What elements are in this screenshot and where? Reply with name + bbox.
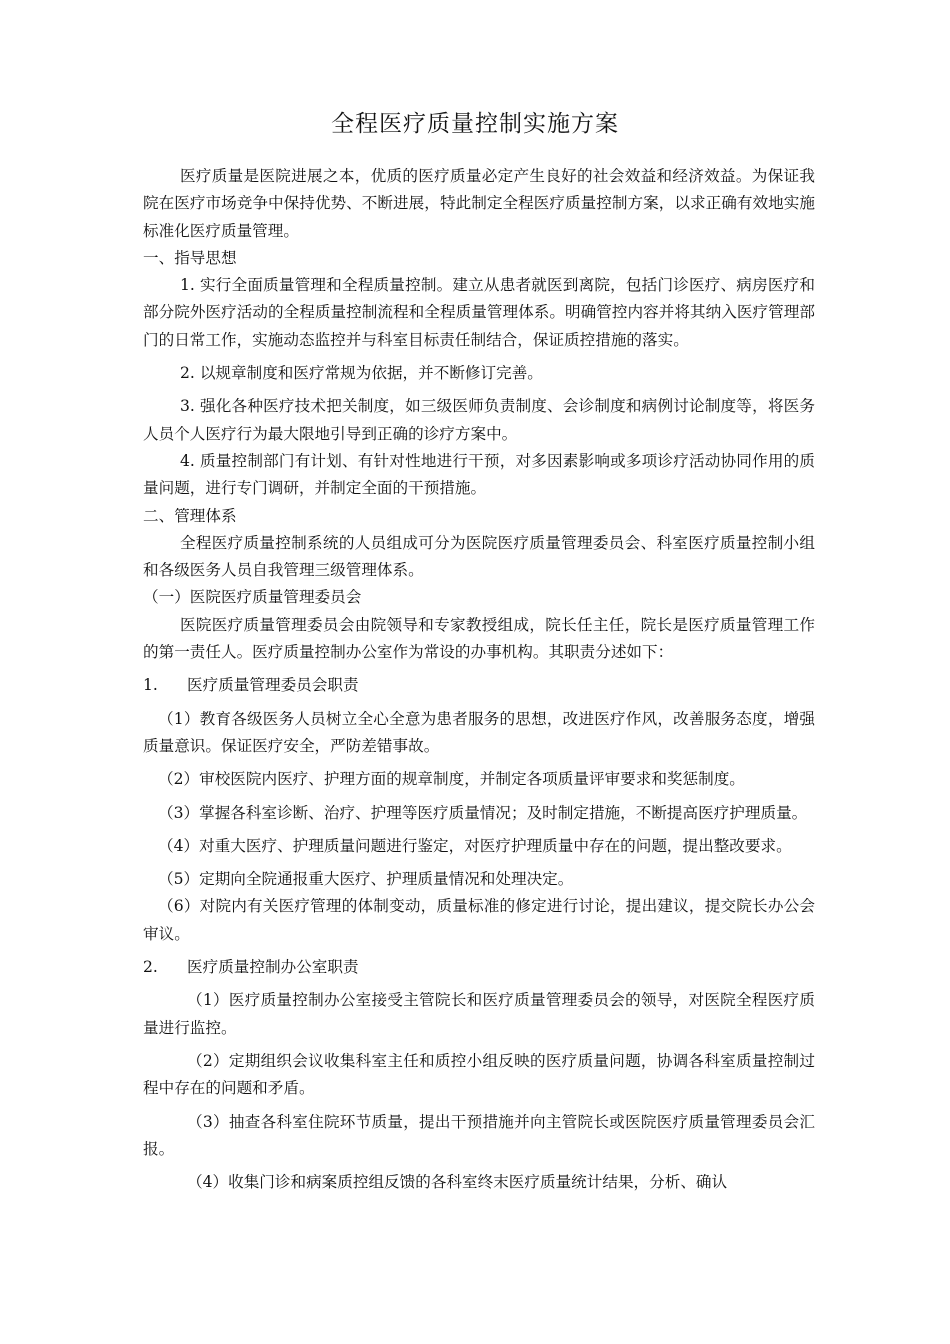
management-intro: 全程医疗质量控制系统的人员组成可分为医院医疗质量管理委员会、科室医疗质量控制小组和各级医务人员自我管理三级管理体系。 bbox=[143, 533, 815, 580]
document-body bbox=[143, 163, 815, 1196]
office-duty-2: （2）定期组织会议收集科室主任和质控小组反映的医疗质量问题，协调各科室质量控制过程中存在的问题和矛盾。 bbox=[143, 1051, 815, 1098]
office-duty-3: （3）抽查各科室住院环节质量，提出干预措施并向主管院长或医院医疗质量管理委员会汇报。 bbox=[143, 1112, 815, 1158]
duty-heading-office bbox=[143, 954, 815, 981]
office-duty-1: （1）医疗质量控制办公室接受主管院长和医疗质量管理委员会的领导，对医院全程医疗质量进行监控。 bbox=[143, 991, 815, 1037]
subsection-heading-committee: （一）医院医疗质量管理委员会 bbox=[143, 588, 362, 607]
committee-duty-3: （3）掌握各科室诊断、治疗、护理等医疗质量情况；及时制定措施，不断提高医疗护理质量。 bbox=[158, 803, 808, 822]
section-heading-management-system: 二、管理体系 bbox=[143, 506, 237, 525]
committee-duty-2: （2）审校医院内医疗、护理方面的规章制度，并制定各项质量评审要求和奖惩制度。 bbox=[158, 770, 745, 789]
page-title: 全程医疗质量控制实施方案 bbox=[331, 111, 619, 137]
guiding-item-1: 1. 实行全面质量管理和全程质量控制。建立从患者就医到离院，包括门诊医疗、病房医疗和部分院外医疗活动的全程质量控制流程和全程质量管理体系。明确管控内容并将其纳入医疗管理部门的日常工作，实施动态监控并与科室目标责任制结合，保证质控措施的落实。 bbox=[143, 276, 815, 349]
committee-duty-5: （5）定期向全院通报重大医疗、护理质量情况和处理决定。 bbox=[158, 870, 574, 889]
intro-paragraph: 医疗质量是医院进展之本，优质的医疗质量必定产生良好的社会效益和经济效益。为保证我院在医疗市场竞争中保持优势、不断进展，特此制定全程医疗质量控制方案，以求正确有效地实施标准化医疗质量管理。 bbox=[143, 167, 815, 240]
duty-number: 2. bbox=[143, 958, 158, 977]
guiding-item-4: 4. 质量控制部门有计划、有针对性地进行干预，对多因素影响或多项诊疗活动协同作用的质量问题，进行专门调研，并制定全面的干预措施。 bbox=[143, 451, 815, 498]
duty-heading-committee bbox=[143, 672, 815, 699]
duty-title: 医疗质量控制办公室职责 bbox=[187, 958, 359, 977]
committee-duty-6: （6）对院内有关医疗管理的体制变动，质量标准的修定进行讨论，提出建议，提交院长办公会审议。 bbox=[143, 897, 815, 943]
committee-duty-1: （1）教育各级医务人员树立全心全意为患者服务的思想，改进医疗作风，改善服务态度，增强质量意识。保证医疗安全，严防差错事故。 bbox=[143, 709, 815, 755]
guiding-item-2: 2. 以规章制度和医疗常规为依据，并不断修订完善。 bbox=[180, 364, 543, 383]
section-heading-guiding-ideas: 一、指导思想 bbox=[143, 248, 237, 267]
committee-duty-4: （4）对重大医疗、护理质量问题进行鉴定，对医疗护理质量中存在的问题，提出整改要求。 bbox=[158, 836, 792, 855]
duty-title: 医疗质量管理委员会职责 bbox=[187, 676, 359, 695]
duty-number: 1. bbox=[143, 676, 158, 695]
committee-intro: 医院医疗质量管理委员会由院领导和专家教授组成，院长任主任，院长是医疗质量管理工作的第一责任人。医疗质量控制办公室作为常设的办事机构。其职责分述如下： bbox=[143, 615, 815, 662]
guiding-item-3: 3. 强化各种医疗技术把关制度，如三级医师负责制度、会诊制度和病例讨论制度等，将医务人员个人医疗行为最大限地引导到正确的诊疗方案中。 bbox=[143, 397, 815, 443]
office-duty-4: （4）收集门诊和病案质控组反馈的各科室终末医疗质量统计结果，分析、确认 bbox=[187, 1173, 728, 1192]
